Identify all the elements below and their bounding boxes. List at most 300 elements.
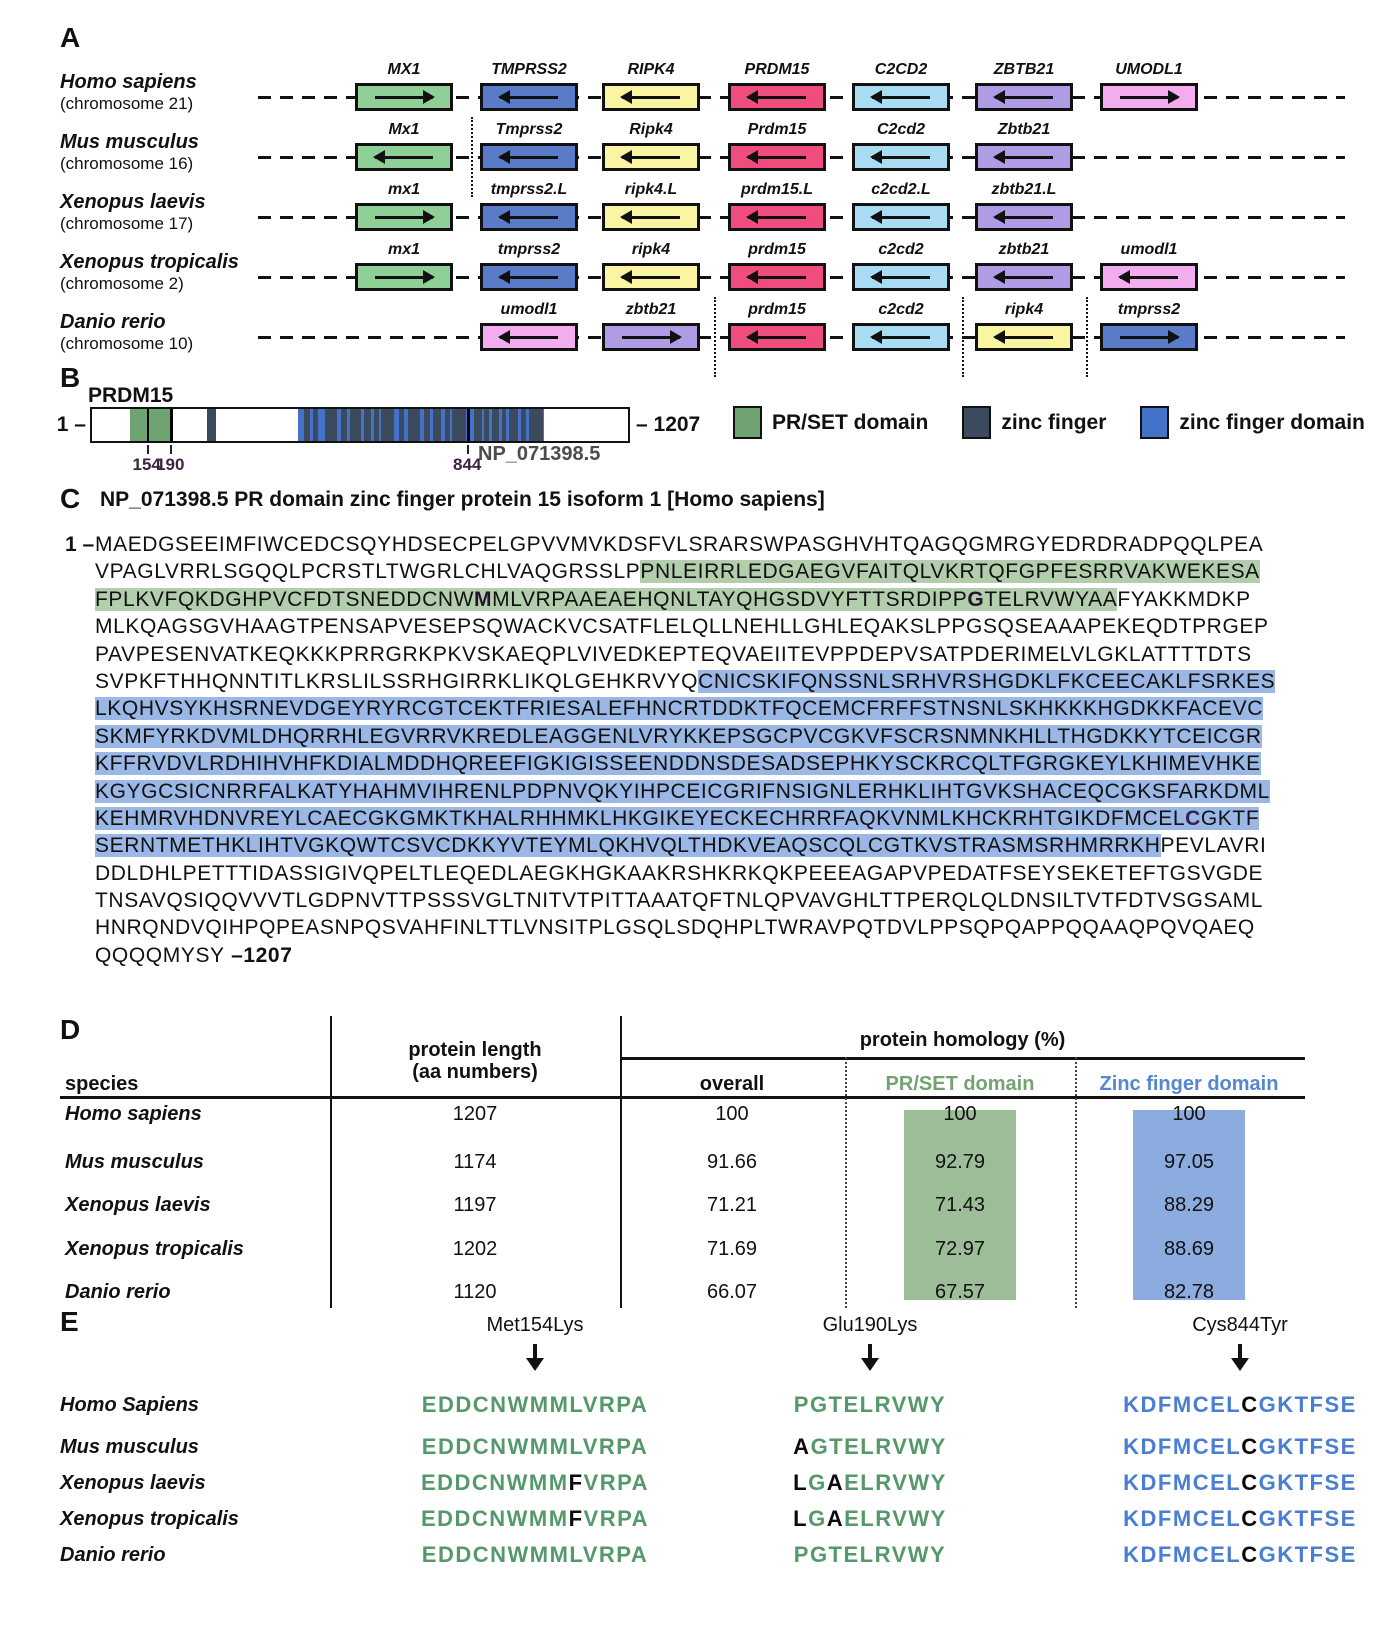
domain-segment-zinc_finger xyxy=(207,409,216,441)
mutation-label: Cys844Tyr xyxy=(1192,1314,1288,1336)
gene-box-ripk4.L xyxy=(602,203,700,231)
zinc-finger-stripe xyxy=(304,409,310,441)
synteny-row xyxy=(0,241,1394,293)
zinc-finger-stripe xyxy=(313,409,318,441)
gene-direction-arrow xyxy=(872,156,930,159)
zinc-finger-stripe xyxy=(521,409,526,441)
gene-box-c2cd2.L xyxy=(852,203,950,231)
gene-direction-arrow xyxy=(872,216,930,219)
conserved-residues: GKTFSE xyxy=(1258,1470,1357,1495)
sequence-header: NP_071398.5 PR domain zinc finger protein 15 isoform 1 [Homo sapiens] xyxy=(100,488,825,511)
gene-label: prdm15 xyxy=(748,301,806,318)
sequence-segment: C xyxy=(1185,806,1201,830)
panel-d-label: D xyxy=(60,1014,81,1045)
sequence-segment: G xyxy=(967,587,985,611)
gene-direction-arrow xyxy=(872,336,930,339)
gene-box-Ripk4 xyxy=(602,143,700,171)
zinc-finger-stripe xyxy=(399,409,405,441)
table-rule xyxy=(620,1057,1305,1060)
zinc-finger-stripe xyxy=(325,409,337,441)
sequence-line xyxy=(95,887,1357,914)
sequence-line xyxy=(95,750,1357,777)
gene-box-c2cd2 xyxy=(852,263,950,291)
mutation-label: Met154Lys xyxy=(486,1314,584,1336)
mutation-label: Glu190Lys xyxy=(822,1314,918,1336)
gene-label: TMPRSS2 xyxy=(491,61,567,78)
chromosome-label: (chromosome 21) xyxy=(60,94,194,113)
chromosome-track xyxy=(258,181,1345,231)
gene-direction-arrow xyxy=(500,96,558,99)
residue-marker-label: 190 xyxy=(156,455,185,474)
gene-label: ZBTB21 xyxy=(993,61,1055,78)
zinc-finger-stripe xyxy=(537,409,542,441)
conserved-residues: GKTFSE xyxy=(1258,1434,1357,1459)
gene-label: umodl1 xyxy=(1120,241,1178,258)
sequence-segment: GKTF xyxy=(1200,806,1260,830)
species-name: Danio rerio xyxy=(60,311,166,333)
zinc-finger-stripe xyxy=(452,409,462,441)
gene-label: tmprss2.L xyxy=(490,181,568,198)
prset-header: PR/SET domain xyxy=(885,1073,1035,1095)
gene-direction-arrow xyxy=(500,156,558,159)
zinc-finger-stripe xyxy=(350,409,361,441)
gene-direction-arrow xyxy=(500,276,558,279)
sequence-line xyxy=(95,914,1357,941)
gene-label: umodl1 xyxy=(500,301,558,318)
gene-label: Prdm15 xyxy=(747,121,807,138)
residue-marker-line xyxy=(467,409,470,441)
table-cell-length: 1174 xyxy=(453,1151,497,1173)
conserved-residues: EDDCNWMMLVRPA xyxy=(421,1434,649,1459)
gene-box-prdm15 xyxy=(728,263,826,291)
conserved-residues: KDFMCEL xyxy=(1123,1392,1242,1417)
domain-legend xyxy=(733,406,1389,439)
conserved-residues: PGTELRVWY xyxy=(793,1542,947,1567)
gene-direction-arrow xyxy=(1120,336,1178,339)
sequence-segment: LKQHVSYKHSRNEVDGEYRYRCGTCEKTFRIESALEFHNCRTDDKTFQCEMCFRFFSTNSNLSKHKKKHGDKKFACEVC xyxy=(95,697,1263,721)
gene-direction-arrow xyxy=(375,276,433,279)
conserved-residues: GTELRVWY xyxy=(810,1434,947,1459)
species-label xyxy=(60,311,260,355)
gene-box-Mx1 xyxy=(355,143,453,171)
gene-label: tmprss2 xyxy=(1117,301,1181,318)
gene-box-umodl1 xyxy=(480,323,578,351)
conserved-residues: GKTFSE xyxy=(1258,1392,1357,1417)
sequence-line xyxy=(95,942,1357,969)
substituted-residue: A xyxy=(826,1506,845,1531)
domain-segment-prset xyxy=(130,409,174,441)
table-divider xyxy=(620,1016,622,1308)
alignment-sequence xyxy=(380,1542,690,1568)
sequence-start-number: 1 – xyxy=(65,533,95,556)
sequence-line xyxy=(95,860,1357,887)
gene-direction-arrow xyxy=(872,276,930,279)
species-label xyxy=(60,71,260,115)
gene-label: Tmprss2 xyxy=(495,121,563,138)
sequence-segment: QQQQMYSY xyxy=(95,943,232,967)
zinc-finger-stripe xyxy=(424,409,429,441)
chromosome-label: (chromosome 17) xyxy=(60,214,194,233)
accession-label: NP_071398.5 xyxy=(478,443,601,465)
sequence-segment: FPLKVFQKDGHPVCFDTSNEDDCNW xyxy=(95,587,475,611)
alignment-sequence xyxy=(380,1470,690,1496)
gene-box-Prdm15 xyxy=(728,143,826,171)
homology-table xyxy=(60,1016,1305,1308)
residue-marker-label: 844 xyxy=(453,455,482,474)
arrow-tip xyxy=(1231,1358,1249,1371)
zinc-finger-stripe xyxy=(529,409,538,441)
table-cell-znf: 88.29 xyxy=(1163,1194,1215,1216)
conserved-residues: KDFMCEL xyxy=(1123,1506,1242,1531)
alignment-species-name: Homo Sapiens xyxy=(60,1394,199,1416)
legend-swatch xyxy=(962,406,991,439)
sequence-line xyxy=(95,723,1357,750)
zinc-finger-stripe xyxy=(364,409,370,441)
panel-e-label: E xyxy=(60,1306,79,1337)
gene-label: Mx1 xyxy=(388,121,420,138)
gene-box-umodl1 xyxy=(1100,263,1198,291)
substituted-residue: A xyxy=(793,1434,811,1459)
gene-box-RIPK4 xyxy=(602,83,700,111)
zinc-finger-stripe xyxy=(408,409,420,441)
panel-c-label: C xyxy=(60,483,81,514)
gene-box-UMODL1 xyxy=(1100,83,1198,111)
length-header-1: protein length xyxy=(408,1039,542,1061)
gene-direction-arrow xyxy=(622,96,680,99)
protein-sequence xyxy=(65,531,1357,969)
gene-direction-arrow xyxy=(748,96,806,99)
conserved-residues: KDFMCEL xyxy=(1123,1434,1242,1459)
gene-label: C2CD2 xyxy=(874,61,928,78)
table-cell-overall: 91.66 xyxy=(706,1151,758,1173)
table-cell-species: Xenopus laevis xyxy=(65,1194,211,1216)
gene-box-zbtb21 xyxy=(975,263,1073,291)
legend-label: PR/SET domain xyxy=(772,410,929,434)
gene-direction-arrow xyxy=(622,156,680,159)
gene-label: mx1 xyxy=(387,241,421,258)
substituted-residue: F xyxy=(568,1470,584,1495)
conserved-residues: KDFMCEL xyxy=(1123,1542,1242,1567)
conserved-residues: VRPA xyxy=(583,1506,650,1531)
residue-marker-tick xyxy=(147,445,149,454)
alignment-sequence xyxy=(1075,1470,1394,1496)
gene-label: Zbtb21 xyxy=(997,121,1051,138)
gene-direction-arrow xyxy=(995,96,1053,99)
gene-label: zbtb21 xyxy=(625,301,677,318)
alignment-sequence xyxy=(715,1506,1025,1532)
conserved-residues: ELRVWY xyxy=(844,1470,947,1495)
conserved-residues: GKTFSE xyxy=(1258,1506,1357,1531)
chromosome-track xyxy=(258,61,1345,111)
gene-box-tmprss2 xyxy=(480,263,578,291)
sequence-segment: TNSAVQSIQQVVVTLGDPNVTTPSSSVGLTNITVTPITTAAATQFTNLQPVAVGHLTTPERQLQLDNSILTVTFDTVSGSAML xyxy=(95,889,1264,913)
substituted-residue: L xyxy=(793,1506,809,1531)
zinc-finger-stripe xyxy=(462,409,466,441)
table-cell-length: 1207 xyxy=(452,1103,498,1125)
gene-box-prdm15.L xyxy=(728,203,826,231)
conserved-residues: PGTELRVWY xyxy=(793,1392,947,1417)
synteny-row xyxy=(0,61,1394,113)
table-dotted-divider xyxy=(845,1057,847,1308)
table-cell-species: Danio rerio xyxy=(65,1281,171,1303)
gene-box-c2cd2 xyxy=(852,323,950,351)
sequence-line xyxy=(95,805,1357,832)
legend-label: zinc finger xyxy=(1001,410,1107,434)
gene-direction-arrow xyxy=(748,216,806,219)
panel-a-label: A xyxy=(60,22,81,53)
gene-direction-arrow xyxy=(1120,276,1178,279)
table-cell-prset: 92.79 xyxy=(934,1151,986,1173)
sequence-segment: KEHMRVHDNVREYLCAECGKGMKTKHALRHHMKLHKGIKEYECKECHRRFAQKVNMLKHCKRHTGIKDFMCEL xyxy=(95,806,1186,830)
conserved-residues: G xyxy=(808,1506,827,1531)
gene-label: ripk4 xyxy=(631,241,671,258)
residue-marker-label: 154 xyxy=(132,455,161,474)
sequence-segment: CNICSKIFQNSSNLSRHVRSHGDKLFKCEECAKLFSRKES xyxy=(698,669,1276,693)
zinc-finger-stripe xyxy=(484,409,489,441)
gene-label: c2cd2 xyxy=(878,241,924,258)
gene-direction-arrow xyxy=(748,276,806,279)
sequence-segment: PAVPESENVATKEQKKKPRRGRKPKVSKAEQPLVIVEDKEPTEQVAEIITEVPPDEPVSATPDERIMELVLGKLATTTTDTS xyxy=(95,642,1252,666)
sequence-segment: VPAGLVRRLSGQQLPCRSTLTWGRLCHLVAQGRSSLP xyxy=(95,560,641,584)
legend-swatch xyxy=(733,406,762,439)
substituted-residue: C xyxy=(1241,1506,1259,1531)
zinc-finger-stripe xyxy=(509,409,518,441)
conserved-residues: G xyxy=(808,1470,827,1495)
species-label xyxy=(60,191,260,235)
synteny-row xyxy=(0,181,1394,233)
table-cell-prset: 71.43 xyxy=(934,1194,986,1216)
conserved-residues: ELRVWY xyxy=(844,1506,947,1531)
synteny-row xyxy=(0,301,1394,353)
table-cell-species: Xenopus tropicalis xyxy=(65,1238,244,1260)
table-cell-znf: 100 xyxy=(1172,1103,1206,1125)
substituted-residue: A xyxy=(826,1470,845,1495)
alignment-species-name: Mus musculus xyxy=(60,1436,199,1458)
alignment-sequence xyxy=(380,1392,690,1418)
arrow-tip xyxy=(861,1358,879,1371)
sequence-line xyxy=(95,586,1357,613)
gene-direction-arrow xyxy=(500,336,558,339)
gene-label: mx1 xyxy=(387,181,421,198)
conserved-residues: EDDCNWMMLVRPA xyxy=(421,1542,649,1567)
gene-label: zbtb21.L xyxy=(991,181,1057,198)
alignment-sequence xyxy=(380,1506,690,1532)
table-cell-overall: 66.07 xyxy=(706,1281,758,1303)
residue-marker-line xyxy=(170,409,173,441)
gene-label: c2cd2.L xyxy=(871,181,931,198)
bar-end-label: – 1207 xyxy=(636,413,701,436)
gene-direction-arrow xyxy=(500,216,558,219)
sequence-line xyxy=(95,613,1357,640)
alignment-sequence xyxy=(715,1542,1025,1568)
zinc-finger-stripe xyxy=(474,409,483,441)
substituted-residue: C xyxy=(1241,1470,1259,1495)
sequence-segment: FYAKKMDKP xyxy=(1117,587,1251,611)
substituted-residue: C xyxy=(1241,1542,1259,1567)
gene-label: ripk4 xyxy=(1004,301,1044,318)
sequence-segment: SKMFYRKDVMLDHQRRHLEGVRRVKREDLEAGGENLVRYKKEPSGCPVCGKVFSCRSNMNKHLLTHGDKKYTCEICGR xyxy=(95,724,1262,748)
sequence-line xyxy=(95,832,1357,859)
table-rule xyxy=(60,1096,1305,1099)
conserved-residues: KDFMCEL xyxy=(1123,1470,1242,1495)
gene-box-C2CD2 xyxy=(852,83,950,111)
sequence-segment: MLVRPAAEAEHQNLTAYQHGSDVYFTTSRDIPP xyxy=(492,587,968,611)
sequence-segment: –1207 xyxy=(231,943,293,967)
gene-label: tmprss2 xyxy=(497,241,561,258)
sequence-segment: PEVLAVRI xyxy=(1160,834,1267,858)
sequence-line xyxy=(95,778,1357,805)
table-cell-species: Mus musculus xyxy=(65,1151,204,1173)
gene-direction-arrow xyxy=(995,156,1053,159)
gene-label: RIPK4 xyxy=(627,61,675,78)
conserved-residues: GKTFSE xyxy=(1258,1542,1357,1567)
gene-box-PRDM15 xyxy=(728,83,826,111)
table-cell-length: 1202 xyxy=(452,1238,498,1260)
homology-header: protein homology (%) xyxy=(859,1029,1066,1051)
table-cell-overall: 71.69 xyxy=(706,1238,758,1260)
sequence-segment: KFFRVDVLRDHIHVHFKDIALMDDHQREEFIGKIGISSEENDDNSDESADSEPHKYSCKRCQLTFGRGKEYLKHIMEVHKE xyxy=(95,752,1261,776)
sequence-segment: DDLDHLPETTTIDASSIGIVQPELTLEQEDLAEGKHGKAAKRSHKRKQKPEEEAGAPVPEDATFSEYSEKETEFTGSVGDE xyxy=(95,861,1264,885)
table-cell-length: 1120 xyxy=(453,1281,497,1303)
zinc-finger-stripe xyxy=(433,409,441,441)
sequence-line xyxy=(65,531,1357,558)
chromosome-label: (chromosome 2) xyxy=(60,274,184,293)
chromosome-track xyxy=(258,241,1345,291)
protein-name: PRDM15 xyxy=(88,384,174,407)
legend-swatch xyxy=(1140,406,1169,439)
gene-direction-arrow xyxy=(375,216,433,219)
gene-direction-arrow xyxy=(995,276,1053,279)
chromosome-track xyxy=(258,301,1345,351)
species-label xyxy=(60,131,260,175)
table-cell-overall: 100 xyxy=(715,1103,749,1125)
alignment-sequence xyxy=(1075,1506,1394,1532)
legend-label: zinc finger domain xyxy=(1179,410,1365,434)
substituted-residue: C xyxy=(1241,1392,1259,1417)
chromosome-label: (chromosome 10) xyxy=(60,334,194,353)
gene-box-C2cd2 xyxy=(852,143,950,171)
residue-marker-line xyxy=(147,409,150,441)
gene-direction-arrow xyxy=(375,156,433,159)
conserved-residues: EDDCNWMM xyxy=(420,1506,569,1531)
sequence-segment: MAEDGSEEIMFIWCEDCSQYHDSECPELGPVVMVKDSFVLSRARSWPASGHVHTQAGQGMRGYEDRDRADPQQLPEA xyxy=(95,533,1264,556)
species-name: Xenopus tropicalis xyxy=(60,251,239,273)
chromosome-label: (chromosome 16) xyxy=(60,154,194,173)
gene-box-mx1 xyxy=(355,203,453,231)
gene-label: c2cd2 xyxy=(878,301,924,318)
zinc-finger-stripe xyxy=(492,409,500,441)
gene-direction-arrow xyxy=(1120,96,1178,99)
species-name: Xenopus laevis xyxy=(60,191,206,213)
table-dotted-divider xyxy=(1075,1057,1077,1308)
gene-label: prdm15.L xyxy=(740,181,813,198)
chromosome-track xyxy=(258,121,1345,171)
alignment-sequence xyxy=(380,1434,690,1460)
gene-direction-arrow xyxy=(622,276,680,279)
sequence-segment: HNRQNDVQIHPQPEASNPQSVAHFINLTTLVNSITPLGSQLSDQHPLTWRAVPQTDVLPPSQPQAPPQQAAQPQVQAEQ xyxy=(95,916,1255,940)
table-cell-prset: 67.57 xyxy=(934,1281,986,1303)
sequence-line xyxy=(95,641,1357,668)
sequence-segment: SVPKFTHHQNNTITLKRSLILSSRHGIRRKLIKQLGEHKRVYQ xyxy=(95,669,699,693)
gene-box-TMPRSS2 xyxy=(480,83,578,111)
species-header: species xyxy=(65,1073,139,1095)
arrow-tip xyxy=(526,1358,544,1371)
gene-box-zbtb21 xyxy=(602,323,700,351)
znf-header: Zinc finger domain xyxy=(1099,1073,1279,1095)
gene-label: zbtb21 xyxy=(998,241,1050,258)
conserved-residues: EDDCNWMM xyxy=(420,1470,569,1495)
gene-box-zbtb21.L xyxy=(975,203,1073,231)
sequence-segment: M xyxy=(474,587,493,611)
gene-label: Ripk4 xyxy=(629,121,673,138)
substituted-residue: C xyxy=(1241,1434,1259,1459)
gene-label: MX1 xyxy=(387,61,421,78)
gene-direction-arrow xyxy=(995,336,1053,339)
overall-header: overall xyxy=(699,1073,765,1095)
gene-label: ripk4.L xyxy=(624,181,678,198)
zinc-finger-stripe xyxy=(341,409,346,441)
gene-direction-arrow xyxy=(622,336,680,339)
gene-label: C2cd2 xyxy=(876,121,926,138)
table-cell-prset: 72.97 xyxy=(934,1238,986,1260)
zinc-finger-stripe xyxy=(374,409,379,441)
alignment-sequence xyxy=(715,1392,1025,1418)
sequence-segment: PNLEIRRLEDGAEGVFAITQLVKRTQFGPFESRRVAKWEKESA xyxy=(640,560,1260,584)
gene-box-ZBTB21 xyxy=(975,83,1073,111)
alignment-sequence xyxy=(715,1470,1025,1496)
sequence-line xyxy=(95,668,1357,695)
gene-box-Zbtb21 xyxy=(975,143,1073,171)
gene-box-ripk4 xyxy=(602,263,700,291)
species-name: Mus musculus xyxy=(60,131,199,153)
sequence-segment: SERNTMETHKLIHTVGKQWTCSVCDKKYVTEYMLQKHVQLTHDKVEAQSCQLCGTKVSTRASMSRHMRRKH xyxy=(95,834,1161,858)
gene-box-tmprss2.L xyxy=(480,203,578,231)
gene-box-Tmprss2 xyxy=(480,143,578,171)
alignment-sequence xyxy=(1075,1392,1394,1418)
zinc-finger-stripe xyxy=(445,409,450,441)
gene-box-MX1 xyxy=(355,83,453,111)
gene-box-ripk4 xyxy=(975,323,1073,351)
sequence-segment: MLKQAGSGVHAAGTPENSAPVESEPSQWACKVCSATFLELQLLNEHLLGHLEQAKSLPPGSQSEAAAPEKEQDTPRGEP xyxy=(95,615,1269,639)
sequence-line xyxy=(95,558,1357,585)
species-label xyxy=(60,251,260,295)
gene-label: prdm15 xyxy=(748,241,806,258)
table-divider xyxy=(330,1016,332,1308)
table-cell-species: Homo sapiens xyxy=(65,1103,202,1125)
table-cell-overall: 71.21 xyxy=(706,1194,758,1216)
synteny-row xyxy=(0,121,1394,173)
gene-label: PRDM15 xyxy=(744,61,810,78)
alignment-species-name: Danio rerio xyxy=(60,1544,166,1566)
alignment-species-name: Xenopus laevis xyxy=(60,1472,206,1494)
length-header-2: (aa numbers) xyxy=(412,1061,538,1083)
alignment-sequence xyxy=(1075,1542,1394,1568)
table-cell-length: 1197 xyxy=(453,1194,497,1216)
gene-direction-arrow xyxy=(995,216,1053,219)
gene-label: UMODL1 xyxy=(1115,61,1183,78)
table-cell-znf: 82.78 xyxy=(1163,1281,1215,1303)
panel-b-label: B xyxy=(60,362,81,393)
gene-box-tmprss2 xyxy=(1100,323,1198,351)
substituted-residue: F xyxy=(568,1506,584,1531)
gene-direction-arrow xyxy=(748,336,806,339)
gene-direction-arrow xyxy=(622,216,680,219)
alignment-sequence xyxy=(1075,1434,1394,1460)
sequence-line xyxy=(95,695,1357,722)
alignment-species-name: Xenopus tropicalis xyxy=(60,1508,239,1530)
conserved-residues: VRPA xyxy=(583,1470,650,1495)
residue-marker-tick xyxy=(467,445,469,454)
